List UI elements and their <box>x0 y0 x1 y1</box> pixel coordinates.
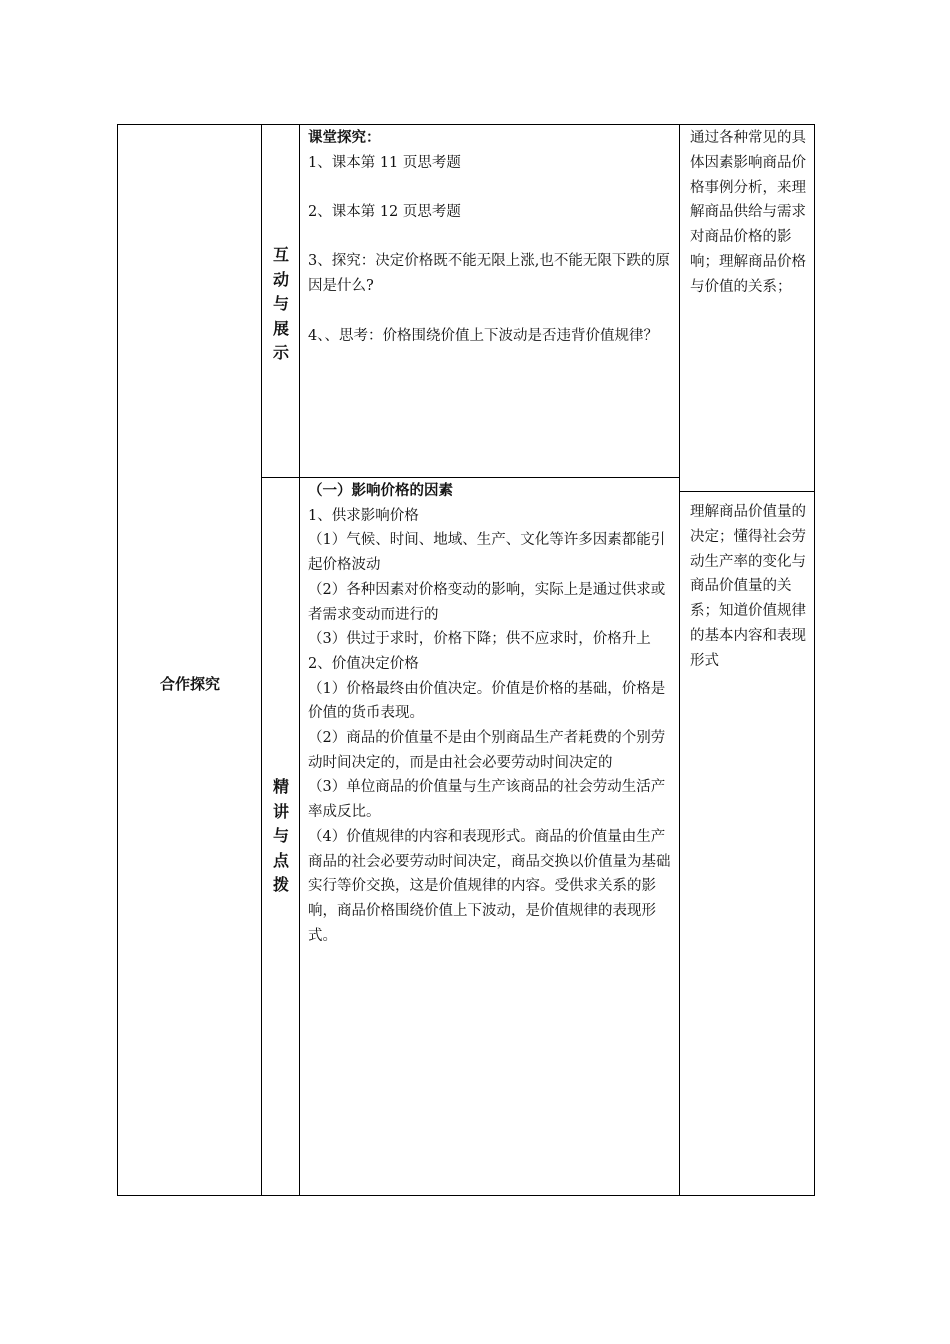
row1-note <box>690 126 810 300</box>
row1-content <box>308 126 673 348</box>
label-char: 示 <box>272 343 289 362</box>
row2-note <box>690 500 810 674</box>
label-char: 互 <box>272 245 289 264</box>
label-char: 点 <box>272 850 289 870</box>
section-title: 合作探究 <box>159 675 220 693</box>
content-line: （1）气候、时间、地域、生产、文化等许多因素都能引起价格波动 <box>308 532 666 574</box>
row1-label <box>262 243 300 366</box>
label-char: 与 <box>272 826 289 845</box>
exercise-item: 4、、思考：价格围绕价值上下波动是否违背价值规律？ <box>308 327 658 344</box>
content-line: （3）单位商品的价值量与生产该商品的社会劳动生活产率成反比。 <box>308 779 666 821</box>
row1-heading: 课堂探究： <box>308 130 381 146</box>
exercise-item: 1、课本第 11 页思考题 <box>308 154 461 171</box>
label-char: 讲 <box>272 801 289 821</box>
exercise-item: 3、探究：决定价格既不能无限上涨,也不能无限下跌的原因是什么? <box>308 253 670 295</box>
content-line: （2）各种因素对价格变动的影响，实际上是通过供求或者需求变动而进行的 <box>308 581 666 623</box>
exercise-item: 2、课本第 12 页思考题 <box>308 204 461 221</box>
content-line: （1）价格最终由价值决定。价值是价格的基础，价格是价值的货币表现。 <box>308 680 666 722</box>
content-line: （4）价值规律的内容和表现形式。商品的价值量由生产商品的社会必要劳动时间决定，商品交换以价值量为基础实行等价交换，这是价值规律的内容。受供求关系的影响，商品价格围绕价值上下波动，是价值规律的表现形式。 <box>308 828 671 944</box>
row2-note-text: 理解商品价值量的决定；懂得社会劳动生产率的变化与商品价值量的关系；知道价值规律的基本内容和表现形式 <box>690 504 806 669</box>
content-line: （2）商品的价值量不是由个别商品生产者耗费的个别劳动时间决定的，而是由社会必要劳动时间决定的 <box>308 730 666 771</box>
label-char: 与 <box>272 294 289 313</box>
content-line: 2、价值决定价格 <box>308 655 419 672</box>
row-divider <box>679 491 815 492</box>
row-divider <box>261 477 679 478</box>
column-divider <box>679 125 680 1195</box>
label-char: 动 <box>272 269 289 289</box>
label-char: 拨 <box>272 875 289 894</box>
row2-label <box>262 775 300 898</box>
content-line: （3）供过于求时，价格下降；供不应求时，价格升上 <box>308 631 651 648</box>
row2-heading: （一）影响价格的因素 <box>308 483 453 499</box>
label-char: 精 <box>272 777 289 796</box>
label-char: 展 <box>272 318 289 338</box>
row1-note-text: 通过各种常见的具体因素影响商品价格事例分析，来理解商品供给与需求对商品价格的影响；理解商品价格与价值的关系； <box>690 130 806 295</box>
content-line: 1、供求影响价格 <box>308 507 419 524</box>
row2-content <box>308 479 673 948</box>
lesson-table <box>117 124 815 1196</box>
